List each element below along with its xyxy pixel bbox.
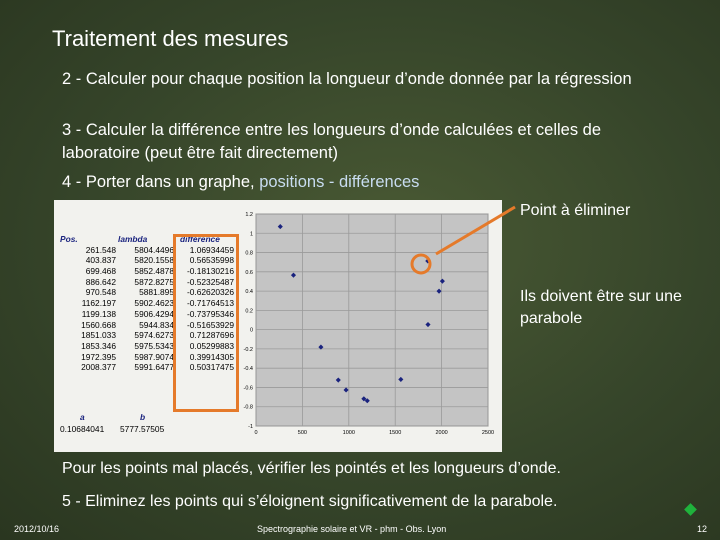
- table-cell: 0.71287696: [189, 330, 234, 341]
- step-4-text: [62, 171, 682, 194]
- table-cell: 0.39914305: [189, 351, 234, 362]
- y-tick-label: 0.2: [245, 308, 253, 315]
- page-number: 12: [697, 524, 708, 534]
- table-cell: 5872.8275: [134, 276, 174, 287]
- table-header: lambda: [118, 234, 148, 244]
- table-cell: -0.71764513: [186, 298, 234, 309]
- table-cell: 5852.4878: [134, 266, 174, 277]
- difference-column-highlight: [173, 234, 239, 412]
- x-tick-label: 1000: [342, 430, 355, 436]
- table-cell: 1851.033: [81, 330, 116, 341]
- step-2-text: 2 - Calculer pour chaque position la longueur d’onde donnée par la régression: [62, 70, 632, 88]
- table-cell: -0.73795346: [186, 308, 234, 319]
- slide-title: Traitement des mesures: [52, 26, 289, 51]
- table-cell: -0.62620326: [186, 287, 234, 298]
- table-cell: 1162.197: [81, 298, 116, 309]
- step-3-text: 3 - Calculer la différence entre les longueurs d’onde calculées et celles de laboratoire (peut être fait directement): [62, 121, 602, 162]
- table-cell: 886.642: [85, 276, 116, 287]
- callout-eliminate: Point à éliminer: [520, 202, 631, 219]
- x-tick-label: 1500: [389, 430, 402, 436]
- table-cell: 403.837: [85, 255, 116, 266]
- table-cell: 5975.5343: [134, 340, 174, 351]
- y-tick-label: 0: [249, 327, 253, 334]
- y-tick-label: -0.8: [243, 404, 253, 411]
- table-cell: 5820.1558: [134, 255, 174, 266]
- table-cell: 261.548: [85, 244, 116, 255]
- x-tick-label: 500: [297, 430, 307, 436]
- step-5-text: 5 - Eliminez les points qui s’éloignent significativement de la parabole.: [62, 493, 558, 510]
- table-cell: 0.50317475: [189, 362, 234, 373]
- table-cell: 1.06934459: [189, 244, 234, 255]
- y-tick-label: 0.8: [245, 250, 253, 257]
- x-tick-label: 2500: [481, 430, 495, 436]
- step-4-prefix: 4 - Porter dans un graphe,: [62, 173, 260, 191]
- table-cell: -0.51653929: [186, 319, 234, 330]
- table-cell: -0.18130216: [186, 266, 234, 277]
- note-check-points: Pour les points mal placés, vérifier les pointés et les longueurs d’onde.: [62, 460, 561, 477]
- table-cell: 970.548: [85, 287, 116, 298]
- table-cell: 5987.9074: [134, 351, 174, 362]
- callout-arrow: [400, 200, 520, 280]
- y-tick-label: 0.4: [245, 289, 253, 296]
- outlier-circle: [412, 255, 430, 273]
- y-tick-label: 1.2: [245, 212, 253, 218]
- table-cell: 1560.668: [81, 319, 116, 330]
- y-tick-label: 1: [249, 231, 253, 238]
- table-cell: 5991.6477: [134, 362, 174, 373]
- coefficient-b-value: 5777.57505: [120, 424, 165, 434]
- footer-date: 2012/10/16: [14, 524, 60, 534]
- table-cell: 1972.395: [81, 351, 116, 362]
- table-cell: 0.56535998: [189, 255, 234, 266]
- y-tick-label: -0.2: [243, 346, 253, 353]
- y-tick-label: 0.6: [245, 269, 253, 276]
- column-lambda: [118, 234, 174, 373]
- step-4-highlight: positions - différences: [259, 173, 420, 191]
- x-tick-label: 0: [254, 430, 258, 436]
- table-cell: 5974.6273: [134, 330, 174, 341]
- table-cell: 5944.834: [139, 319, 174, 330]
- table-cell: 1199.138: [81, 308, 116, 319]
- table-header: différence: [180, 234, 220, 244]
- table-cell: 2008.377: [81, 362, 116, 373]
- arrow-line: [436, 207, 515, 254]
- table-cell: 5881.895: [139, 287, 174, 298]
- y-tick-label: -0.6: [243, 385, 253, 392]
- y-tick-label: -1: [248, 424, 253, 430]
- coefficient-a-label: a: [80, 412, 85, 422]
- table-header: Pos.: [60, 234, 78, 244]
- coefficient-b-label: b: [140, 412, 146, 422]
- table-cell: 5906.4294: [134, 308, 174, 319]
- table-cell: 0.05299883: [189, 340, 234, 351]
- diamond-icon[interactable]: [684, 503, 697, 516]
- footer-center: Spectrographie solaire et VR - phm - Obs. Lyon: [257, 524, 447, 534]
- table-cell: 5902.4623: [134, 298, 174, 309]
- table-cell: 699.468: [85, 266, 116, 277]
- table-cell: -0.52325487: [186, 276, 234, 287]
- table-cell: 1853.346: [81, 340, 116, 351]
- y-tick-label: -0.4: [243, 366, 253, 373]
- coefficient-a-value: 0.10684041: [60, 424, 105, 434]
- table-cell: 5804.4496: [134, 244, 174, 255]
- x-tick-label: 2000: [435, 430, 448, 436]
- column-pos: [60, 234, 116, 373]
- callout-parabola: Ils doivent être sur une parabole: [520, 288, 682, 327]
